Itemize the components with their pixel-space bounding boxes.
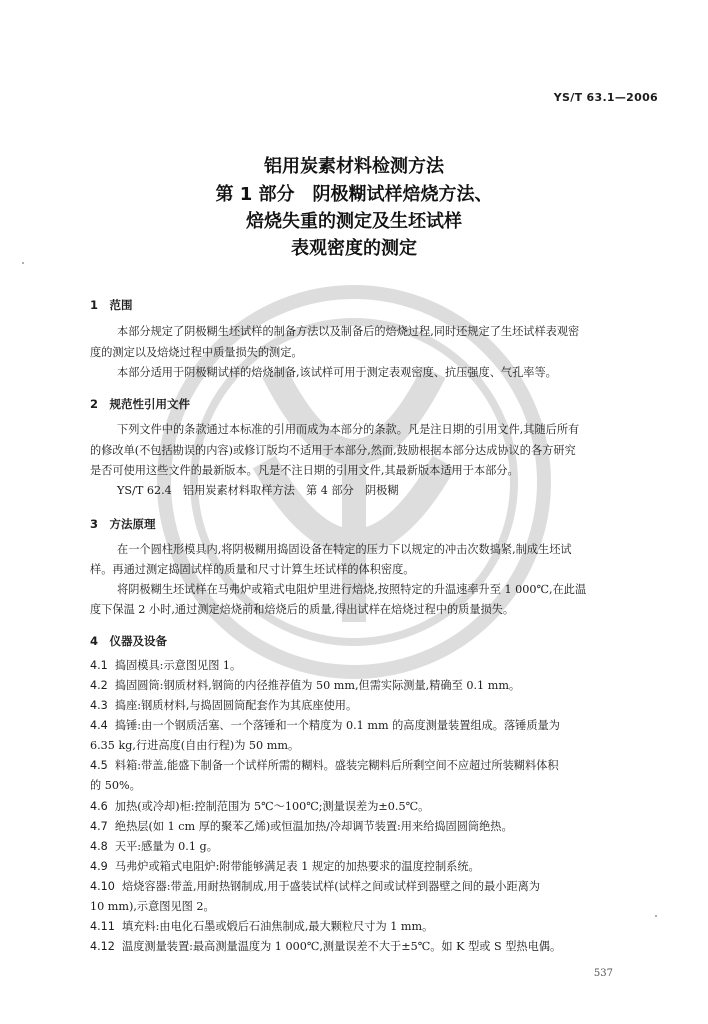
item-number: 4.3 [90,699,108,712]
item-number: 4.6 [90,800,108,813]
equipment-item [90,719,560,733]
item-number: 4.11 [90,920,115,933]
item-number: 4.8 [90,840,108,853]
item-text: 加热(或冷却)柜:控制范围为 5℃～100℃;测量误差为±0.5℃。 [114,800,430,813]
item-text: 捣固模具:示意图见图 1。 [114,659,242,672]
equipment-item [90,699,357,713]
item-number: 4.10 [90,880,115,893]
item-number: 4.9 [90,860,108,873]
item-text: 捣固圆筒:钢质材料,钢筒的内径推荐值为 50 mm,但需实际测量,精确至 0.1 mm。 [114,679,521,692]
equipment-item [90,659,241,673]
scan-speck [655,915,657,917]
refs-paragraph-1b: 的修改单(不包括勘误的内容)或修订版均不适用于本部分,然而,鼓励根据本部分达成协议的各方研究 [90,444,576,457]
item-number: 4.2 [90,679,108,692]
principle-paragraph-1b: 样。再通过测定捣固试样的质量和尺寸计算生坯试样的体积密度。 [90,563,415,576]
item-text: 天平:感量为 0.1 g。 [114,840,218,853]
item-text: 料箱:带盖,能盛下制备一个试样所需的糊料。盛装完糊料后所剩空间不应超过所装糊料体积 [114,759,559,772]
scope-paragraph-1b: 度的测定以及焙烧过程中质量损失的测定。 [90,346,303,359]
item-text: 绝热层(如 1 cm 厚的聚苯乙烯)或恒温加热/冷却调节装置:用来给捣固圆筒绝热。 [114,820,513,833]
item-number: 4.1 [90,659,108,672]
equipment-item [90,679,520,693]
item-number: 4.7 [90,820,108,833]
equipment-item [90,840,218,854]
section-heading-references: 2 规范性引用文件 [90,397,191,411]
principle-paragraph-2b: 度下保温 2 小时,通过测定焙烧前和焙烧后的质量,得出试样在焙烧过程中的质量损失。 [90,603,515,616]
equipment-item-continuation: 6.35 kg,行进高度(自由行程)为 50 mm。 [90,739,300,752]
doc-title-line-4: 表观密度的测定 [291,238,417,259]
equipment-item [90,860,480,874]
equipment-item [90,940,561,954]
page-number: 537 [593,968,613,979]
item-number: 4.12 [90,940,115,953]
refs-paragraph-1c: 是否可使用这些文件的最新版本。凡是不注日期的引用文件,其最新版本适用于本部分。 [90,464,519,477]
item-text: 温度测量装置:最高测量温度为 1 000℃,测量误差不大于±5℃。如 K 型或 S 型热电偶。 [122,940,562,953]
watermark-logo [154,282,554,682]
section-heading-principle: 3 方法原理 [90,517,156,531]
item-text: 马弗炉或箱式电阻炉:附带能够满足表 1 规定的加热要求的温度控制系统。 [114,860,480,873]
equipment-item [90,759,559,773]
doc-title-line-1: 铝用炭素材料检测方法 [264,156,444,177]
item-number: 4.4 [90,719,108,732]
standard-code: YS/T 63.1—2006 [553,91,658,104]
refs-paragraph-1a: 下列文件中的条款通过本标准的引用而成为本部分的条款。凡是注日期的引用文件,其随后所有 [117,423,580,436]
equipment-item [90,880,540,894]
equipment-item [90,920,433,934]
section-heading-scope: 1 范围 [90,298,133,312]
equipment-item [90,800,429,814]
doc-title-line-2: 第 1 部分 阴极糊试样焙烧方法、 [215,184,493,205]
doc-title-line-3: 焙烧失重的测定及生坯试样 [246,211,462,232]
scope-paragraph-2: 本部分适用于阴极糊试样的焙烧制备,该试样可用于测定表观密度、抗压强度、气孔率等。 [117,366,557,379]
section-heading-equipment: 4 仪器及设备 [90,634,168,648]
equipment-item-continuation: 的 50%。 [90,779,141,792]
item-text: 填充料:由电化石墨或煅后石油焦制成,最大颗粒尺寸为 1 mm。 [122,920,434,933]
equipment-item-continuation: 10 mm),示意图见图 2。 [90,900,215,913]
equipment-item [90,820,513,834]
reference-item: YS/T 62.4 铝用炭素材料取样方法 第 4 部分 阴极糊 [117,484,399,497]
principle-paragraph-1a: 在一个圆柱形模具内,将阴极糊用捣固设备在特定的压力下以规定的冲击次数捣紧,制成生坯试 [117,543,572,556]
item-text: 捣锤:由一个钢质活塞、一个落锤和一个精度为 0.1 mm 的高度测量装置组成。落锤质量为 [114,719,560,732]
item-text: 焙烧容器:带盖,用耐热钢制成,用于盛装试样(试样之间或试样到器壁之间的最小距离为 [122,880,541,893]
item-number: 4.5 [90,759,108,772]
scope-paragraph-1a: 本部分规定了阴极糊生坯试样的制备方法以及制备后的焙烧过程,同时还规定了生坯试样表观密 [117,325,580,338]
item-text: 捣座:钢质材料,与捣固圆筒配套作为其底座使用。 [114,699,358,712]
scan-speck [22,262,24,264]
principle-paragraph-2a: 将阴极糊生坯试样在马弗炉或箱式电阻炉里进行焙烧,按照特定的升温速率升至 1 000℃,在此温 [117,583,587,596]
